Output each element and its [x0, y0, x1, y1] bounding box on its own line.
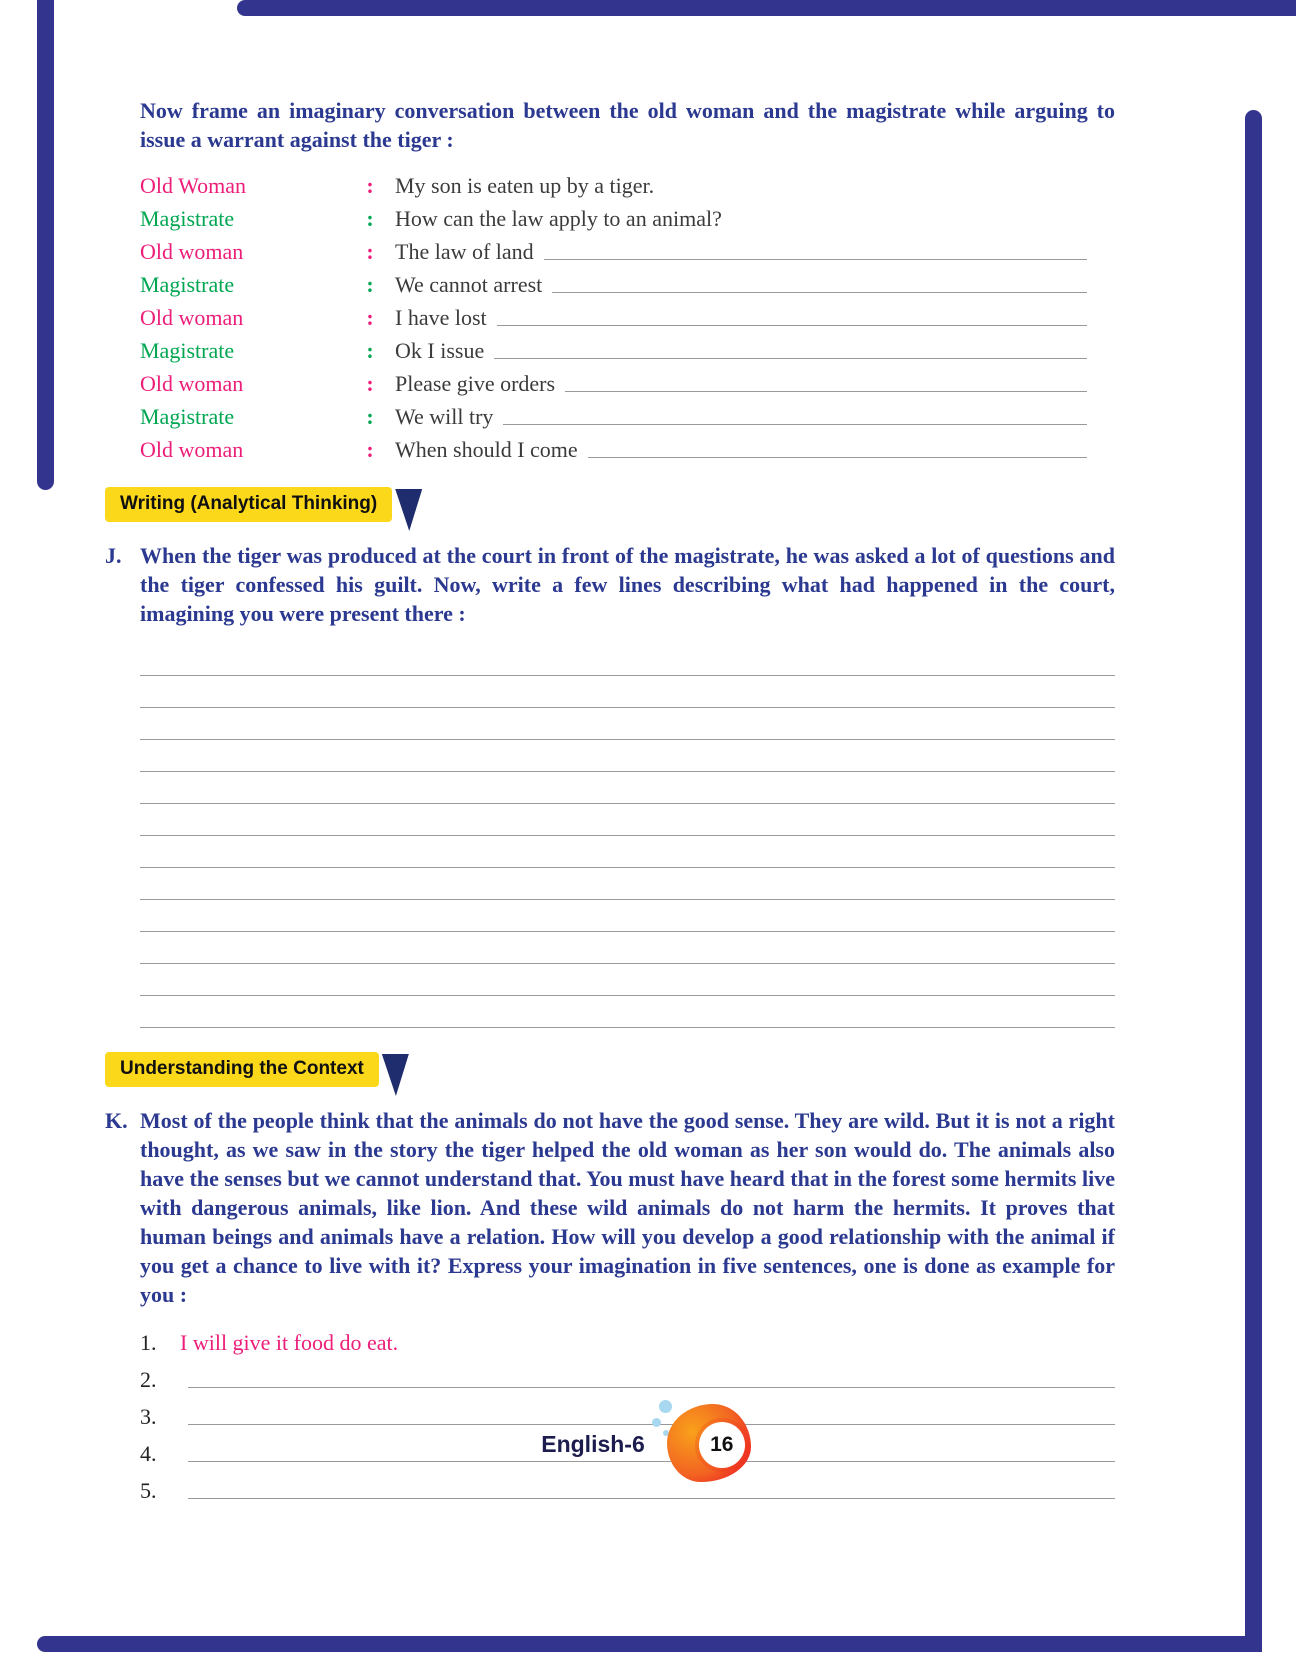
- answer-item: [140, 1319, 1115, 1356]
- writing-line[interactable]: [140, 740, 1115, 772]
- dialogue-text: My son is eaten up by a tiger.: [395, 173, 655, 198]
- question-j: [105, 541, 1115, 628]
- intro-heading: Now frame an imaginary conversation between the old woman and the magistrate while arguing to issue a warrant against the tiger :: [140, 98, 1115, 152]
- badge-flag-icon: [395, 489, 422, 531]
- speaker-name: Magistrate: [140, 206, 235, 231]
- dialogue-text: The law of land: [395, 239, 534, 264]
- dialogue-row: [140, 430, 1087, 463]
- dialogue-text: Ok I issue: [395, 338, 485, 363]
- dialogue-row: [140, 199, 1087, 232]
- dialogue-row: [140, 397, 1087, 430]
- speaker-colon: :: [366, 173, 374, 198]
- frame-bar-left: [37, 0, 54, 490]
- fill-in-blank-line[interactable]: [552, 292, 1087, 293]
- context-badge-row: [105, 1052, 1115, 1096]
- answer-number: 3.: [140, 1404, 157, 1429]
- fill-in-blank-line[interactable]: [494, 358, 1087, 359]
- answer-number: 1.: [140, 1330, 157, 1355]
- fill-in-blank-line[interactable]: [503, 424, 1087, 425]
- answer-blank-line[interactable]: [188, 1498, 1115, 1499]
- frame-bar-bottom: [37, 1636, 1262, 1652]
- writing-section-badge: Writing (Analytical Thinking): [105, 487, 392, 522]
- question-k: [105, 1106, 1115, 1309]
- publisher-logo: [651, 1400, 755, 1488]
- context-section-badge: Understanding the Context: [105, 1052, 379, 1087]
- writing-line[interactable]: [140, 644, 1115, 676]
- page-footer: [0, 1400, 1296, 1488]
- page-content: [105, 96, 1115, 1504]
- speaker-colon: :: [366, 371, 374, 396]
- bubble-icon: [652, 1418, 661, 1427]
- fill-in-blank-line[interactable]: [588, 457, 1087, 458]
- question-k-label: K.: [105, 1108, 128, 1133]
- page-number-badge: 16: [699, 1422, 745, 1468]
- answer-item: [140, 1356, 1115, 1393]
- dialogue-text: When should I come: [395, 437, 578, 462]
- question-j-label: J.: [105, 543, 122, 568]
- dialogue-row: [140, 298, 1087, 331]
- dialogue-row: [140, 166, 1087, 199]
- dialogue-text: We will try: [395, 404, 494, 429]
- speaker-colon: :: [366, 239, 374, 264]
- answer-blank-line[interactable]: [188, 1387, 1115, 1388]
- writing-lines-area: [140, 644, 1115, 1028]
- dialogue-list: [140, 166, 1087, 463]
- speaker-name: Old woman: [140, 437, 244, 462]
- speaker-name: Old woman: [140, 371, 244, 396]
- speaker-name: Old woman: [140, 305, 244, 330]
- answer-number: 5.: [140, 1478, 157, 1503]
- speaker-colon: :: [366, 206, 374, 231]
- writing-line[interactable]: [140, 836, 1115, 868]
- fill-in-blank-line[interactable]: [497, 325, 1087, 326]
- question-k-prompt: Most of the people think that the animals do not have the good sense. They are wild. But it is not a right thought, as we saw in the story the tiger helped the old woman as her son would do. The animals also have the senses but we cannot understand that. You must have heard that in the forest some hermits live with dangerous animals, like lion. And these wild animals do not harm the hermits. It proves that human beings and animals have a relation. How will you develop a good relationship with the animal if you get a chance to live with it? Express your imagination in five sentences, one is done as example for you :: [140, 1108, 1115, 1307]
- speaker-name: Old woman: [140, 239, 244, 264]
- dialogue-row: [140, 331, 1087, 364]
- writing-line[interactable]: [140, 868, 1115, 900]
- fill-in-blank-line[interactable]: [565, 391, 1087, 392]
- speaker-name: Magistrate: [140, 404, 235, 429]
- speaker-name: Magistrate: [140, 272, 235, 297]
- example-answer: I will give it food do eat.: [180, 1330, 399, 1355]
- speaker-colon: :: [366, 305, 374, 330]
- writing-line[interactable]: [140, 708, 1115, 740]
- question-j-prompt: When the tiger was produced at the court in front of the magistrate, he was asked a lot of questions and the tiger confessed his guilt. Now, write a few lines describing what had happened in the court, imagining you were present there :: [140, 543, 1115, 626]
- writing-line[interactable]: [140, 772, 1115, 804]
- speaker-colon: :: [366, 404, 374, 429]
- fill-in-blank-line[interactable]: [544, 259, 1087, 260]
- writing-line[interactable]: [140, 932, 1115, 964]
- writing-line[interactable]: [140, 996, 1115, 1028]
- dialogue-text: I have lost: [395, 305, 487, 330]
- dialogue-row: [140, 232, 1087, 265]
- badge-flag-icon: [382, 1054, 409, 1096]
- answer-number: 4.: [140, 1441, 157, 1466]
- speaker-colon: :: [366, 272, 374, 297]
- frame-bar-top: [237, 0, 1296, 16]
- writing-line[interactable]: [140, 676, 1115, 708]
- dialogue-row: [140, 265, 1087, 298]
- dialogue-text: We cannot arrest: [395, 272, 543, 297]
- answer-number: 2.: [140, 1367, 157, 1392]
- speaker-name: Magistrate: [140, 338, 235, 363]
- bubble-icon: [659, 1400, 672, 1413]
- dialogue-text: How can the law apply to an animal?: [395, 206, 722, 231]
- dialogue-text: Please give orders: [395, 371, 556, 396]
- speaker-colon: :: [366, 338, 374, 363]
- writing-line[interactable]: [140, 964, 1115, 996]
- book-title: English-6: [541, 1430, 645, 1457]
- writing-line[interactable]: [140, 900, 1115, 932]
- writing-line[interactable]: [140, 804, 1115, 836]
- speaker-colon: :: [366, 437, 374, 462]
- speaker-name: Old Woman: [140, 173, 246, 198]
- dialogue-row: [140, 364, 1087, 397]
- writing-badge-row: [105, 487, 1115, 531]
